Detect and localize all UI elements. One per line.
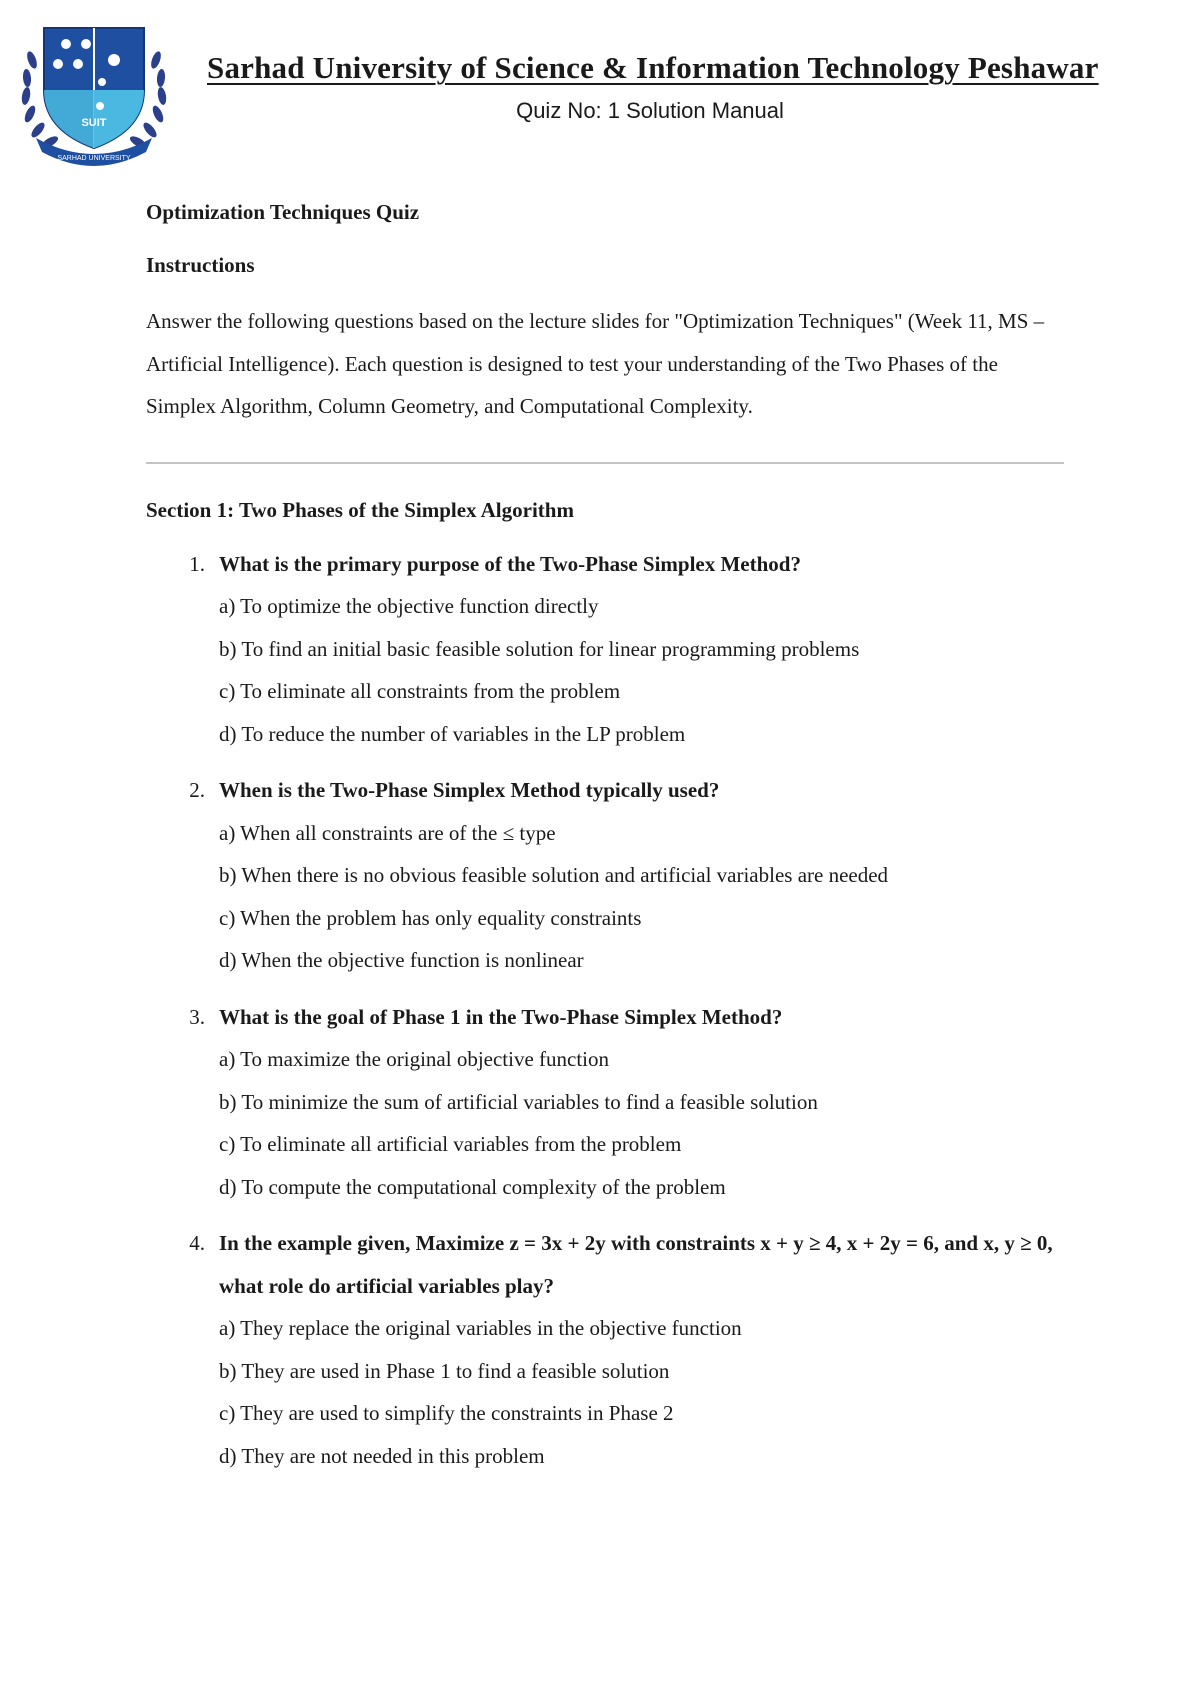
option-a: a) To optimize the objective function directly bbox=[219, 594, 599, 618]
quiz-subtitle: Quiz No: 1 Solution Manual bbox=[516, 98, 784, 123]
question-number: 2. bbox=[189, 778, 205, 802]
question-3 bbox=[146, 996, 1066, 1209]
option-c: c) To eliminate all constraints from the problem bbox=[219, 679, 621, 703]
option-d: d) To reduce the number of variables in the LP problem bbox=[219, 721, 686, 746]
option-c: c) To eliminate all artificial variables from the problem bbox=[219, 1132, 682, 1156]
option-d: d) When the objective function is nonlinear bbox=[219, 948, 584, 972]
option-b: b) To minimize the sum of artificial variables to find a feasible solution bbox=[219, 1089, 818, 1114]
option-c: c) They are used to simplify the constraints in Phase 2 bbox=[219, 1401, 674, 1425]
option-b: b) To find an initial basic feasible solution for linear programming problems bbox=[219, 636, 860, 661]
instructions-heading: Instructions bbox=[146, 253, 255, 277]
document-body bbox=[146, 200, 1066, 1491]
option-a: a) They replace the original variables in the objective function bbox=[219, 1316, 742, 1340]
question-text: In the example given, Maximize z = 3x + 2y with constraints x + y ≥ 4, x + 2y = 6, and x, y ≥ 0, what role do artificial variables play? bbox=[219, 1231, 1053, 1298]
question-4 bbox=[146, 1222, 1066, 1477]
svg-text:SUIT: SUIT bbox=[81, 117, 107, 129]
section-1-heading: Section 1: Two Phases of the Simplex Algorithm bbox=[146, 497, 574, 522]
question-text: What is the primary purpose of the Two-Phase Simplex Method? bbox=[219, 551, 801, 576]
option-b: b) They are used in Phase 1 to find a feasible solution bbox=[219, 1358, 670, 1383]
instructions-text: Answer the following questions based on the lecture slides for "Optimization Techniques" (Week 11, MS – Artificial Intelligence). Each question is designed to test your understanding of the Two Phases of the Simplex Algorithm, Column Geometry, and Computational Complexity. bbox=[146, 309, 1045, 418]
option-a: a) When all constraints are of the ≤ type bbox=[219, 820, 556, 845]
option-a: a) To maximize the original objective function bbox=[219, 1047, 610, 1071]
university-logo bbox=[14, 20, 174, 170]
question-number: 1. bbox=[189, 551, 205, 576]
question-number: 4. bbox=[189, 1231, 205, 1255]
university-name: Sarhad University of Science & Information Technology Peshawar bbox=[207, 50, 1099, 85]
option-c: c) When the problem has only equality constraints bbox=[219, 905, 642, 930]
question-text: When is the Two-Phase Simplex Method typically used? bbox=[219, 778, 720, 802]
question-2 bbox=[146, 769, 1066, 982]
question-text: What is the goal of Phase 1 in the Two-Phase Simplex Method? bbox=[219, 1004, 783, 1029]
page-header bbox=[0, 0, 1200, 170]
section-divider bbox=[146, 462, 1064, 464]
option-d: d) To compute the computational complexity of the problem bbox=[219, 1174, 726, 1199]
option-b: b) When there is no obvious feasible solution and artificial variables are needed bbox=[219, 863, 889, 887]
option-d: d) They are not needed in this problem bbox=[219, 1443, 545, 1468]
question-1 bbox=[146, 543, 1066, 756]
question-number: 3. bbox=[189, 1004, 205, 1029]
svg-text:SARHAD UNIVERSITY: SARHAD UNIVERSITY bbox=[57, 155, 131, 162]
document-title: Optimization Techniques Quiz bbox=[146, 200, 420, 224]
